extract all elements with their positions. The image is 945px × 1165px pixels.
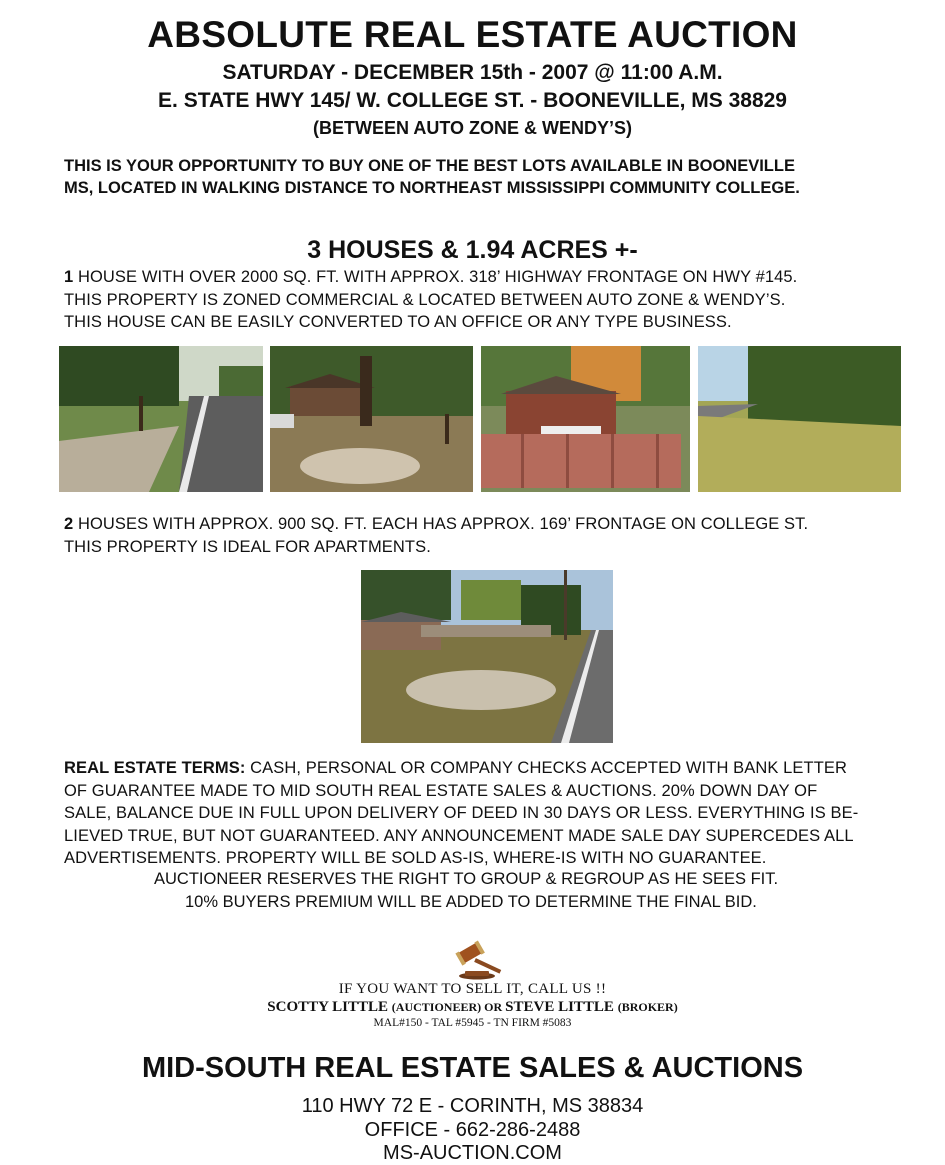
property-heading: 3 HOUSES & 1.94 ACRES +- [307, 236, 638, 264]
photo-house-fence [481, 346, 690, 492]
auction-title: ABSOLUTE REAL ESTATE AUCTION [147, 14, 798, 55]
intro-line: MS, LOCATED IN WALKING DISTANCE TO NORTHEAST MISSISSIPPI COMMUNITY COLLEGE. [64, 179, 800, 197]
terms-line: SALE, BALANCE DUE IN FULL UPON DELIVERY OF DEED IN 30 DAYS OR LESS. EVERYTHING IS BE- [64, 804, 859, 822]
house1-text: HOUSE WITH OVER 2000 SQ. FT. WITH APPROX. 318’ HIGHWAY FRONTAGE ON HWY #145. [73, 268, 798, 286]
call-us-line: IF YOU WANT TO SELL IT, CALL US !! [338, 981, 607, 997]
contact-or: OR [481, 1000, 506, 1014]
terms-line: LIEVED TRUE, BUT NOT GUARANTEED. ANY ANNOUNCEMENT MADE SALE DAY SUPERCEDES ALL [64, 826, 854, 845]
photo-college-st-lot [361, 570, 613, 743]
auctioneer-name: SCOTTY LITTLE [267, 999, 389, 1015]
intro-line: THIS IS YOUR OPPORTUNITY TO BUY ONE OF THE BEST LOTS AVAILABLE IN BOONEVILLE [64, 157, 795, 175]
house1-count: 1 [64, 268, 74, 286]
terms-line: 10% BUYERS PREMIUM WILL BE ADDED TO DETERMINE THE FINAL BID. [185, 893, 757, 911]
terms-line: AUCTIONEER RESERVES THE RIGHT TO GROUP & REGROUP AS HE SEES FIT. [154, 870, 779, 888]
auction-location: E. STATE HWY 145/ W. COLLEGE ST. - BOONEVILLE, MS 38829 [158, 89, 787, 112]
house2-count: 2 [64, 515, 74, 533]
house1-description [64, 266, 797, 334]
house2-text: HOUSES WITH APPROX. 900 SQ. FT. EACH HAS APPROX. 169’ FRONTAGE ON COLLEGE ST. [73, 515, 809, 533]
house2-line: THIS PROPERTY IS IDEAL FOR APARTMENTS. [64, 537, 431, 556]
photo-grassy-roadside [698, 346, 901, 492]
broker-name: STEVE LITTLE [505, 999, 614, 1015]
house1-line: THIS HOUSE CAN BE EASILY CONVERTED TO AN OFFICE OR ANY TYPE BUSINESS. [64, 313, 732, 331]
broker-role: (BROKER) [617, 1000, 678, 1014]
house1-line: THIS PROPERTY IS ZONED COMMERCIAL & LOCATED BETWEEN AUTO ZONE & WENDY’S. [64, 290, 786, 309]
house2-line [64, 513, 808, 536]
photo-highway-frontage [59, 346, 263, 492]
terms-line: ADVERTISEMENTS. PROPERTY WILL BE SOLD AS-IS, WHERE-IS WITH NO GUARANTEE. [64, 849, 767, 867]
terms-text: CASH, PERSONAL OR COMPANY CHECKS ACCEPTED WITH BANK LETTER [245, 759, 848, 777]
terms-line [64, 757, 858, 780]
auction-between: (BETWEEN AUTO ZONE & WENDY’S) [313, 118, 632, 138]
photo-house-yard [270, 346, 473, 492]
gavel-icon [455, 940, 505, 980]
terms-paragraph [64, 757, 858, 870]
intro-paragraph [64, 155, 800, 199]
terms-line: OF GUARANTEE MADE TO MID SOUTH REAL ESTATE SALES & AUCTIONS. 20% DOWN DAY OF [64, 781, 818, 800]
company-office-phone: OFFICE - 662-286-2488 [364, 1119, 581, 1141]
company-website: MS-AUCTION.COM [383, 1142, 562, 1164]
contact-names [0, 999, 945, 1016]
auction-date: SATURDAY - DECEMBER 15th - 2007 @ 11:00 A.M. [222, 61, 723, 84]
license-line: MAL#150 - TAL #5945 - TN FIRM #5083 [373, 1017, 572, 1029]
terms-label: REAL ESTATE TERMS: [64, 759, 246, 777]
house2-description [64, 513, 808, 558]
company-address: 110 HWY 72 E - CORINTH, MS 38834 [301, 1095, 644, 1117]
company-name: MID-SOUTH REAL ESTATE SALES & AUCTIONS [141, 1052, 804, 1084]
auctioneer-role: (AUCTIONEER) [391, 1000, 482, 1014]
house1-line [64, 266, 797, 289]
